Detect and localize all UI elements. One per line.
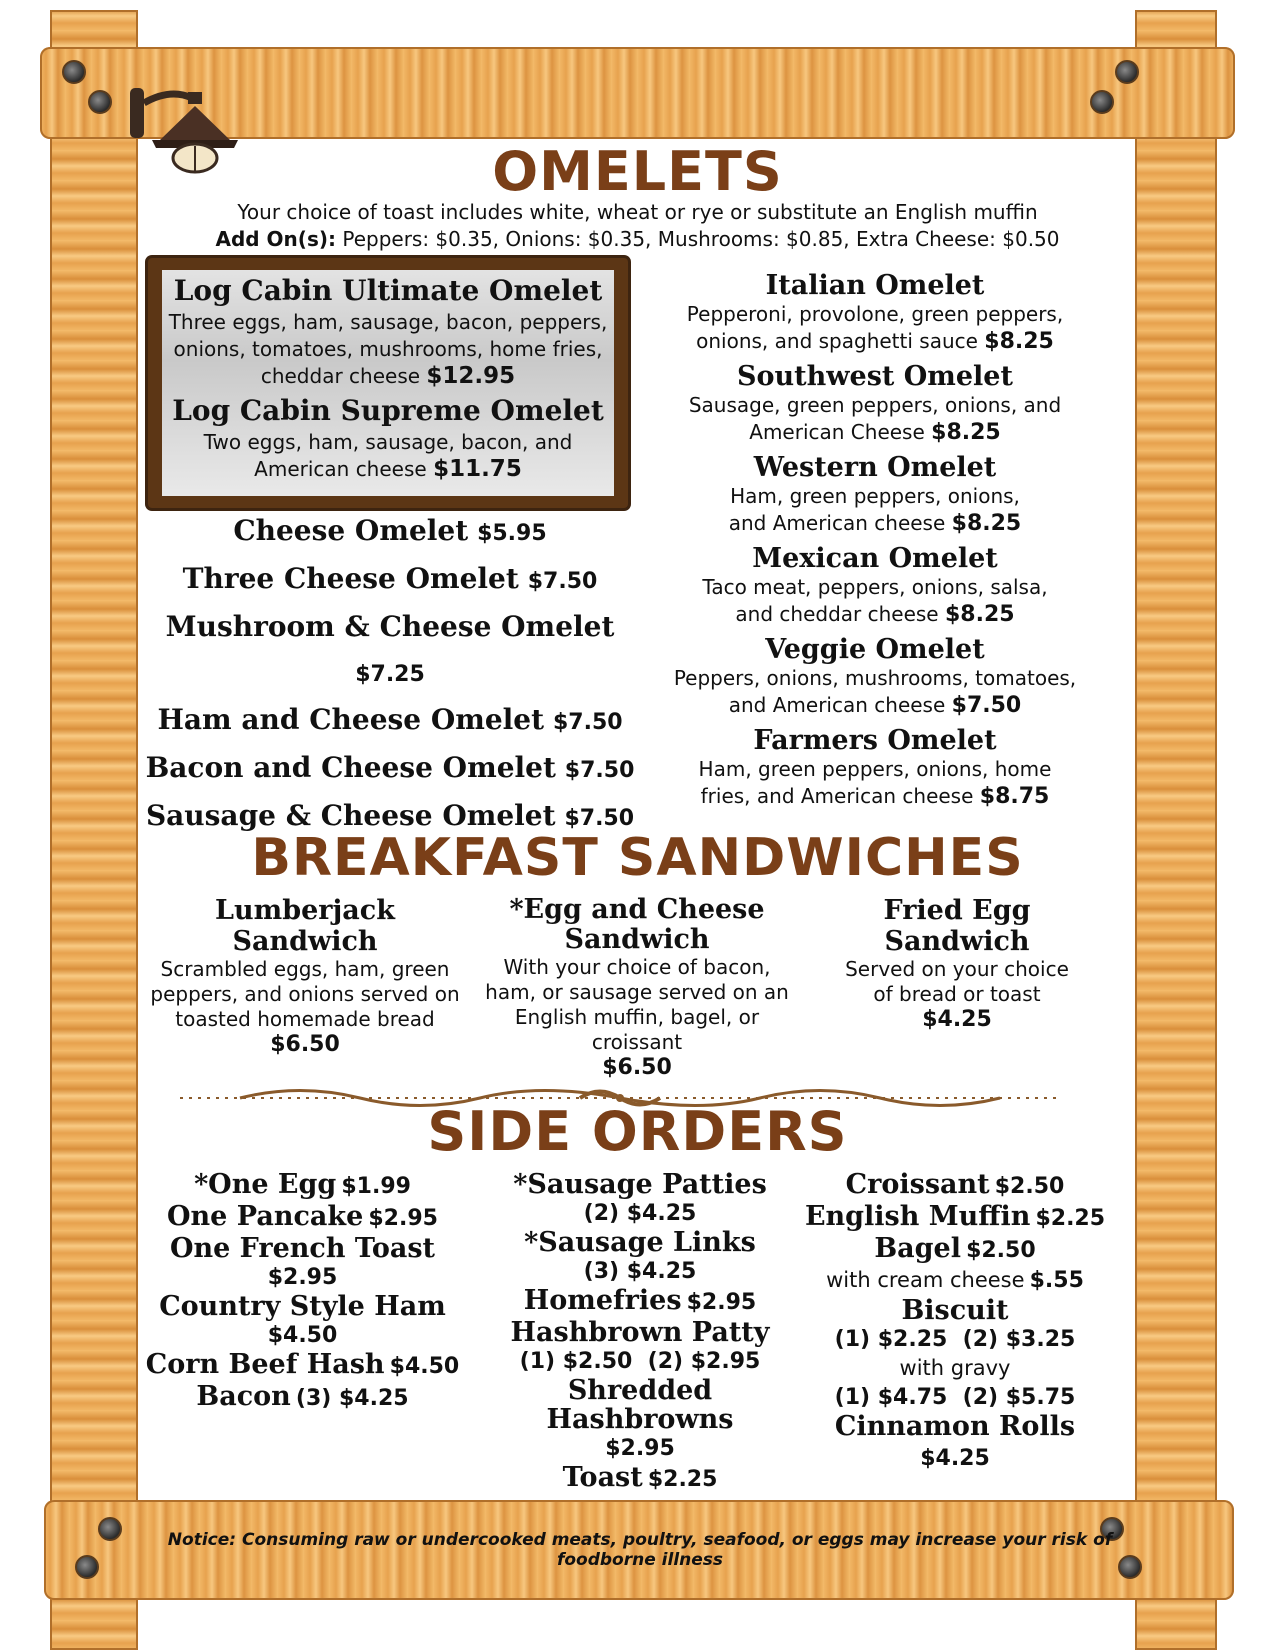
item-price: $4.50 — [267, 1323, 338, 1348]
sandwich-item — [145, 895, 465, 1057]
specialty-omelets-list — [655, 270, 1095, 816]
item-name: Shredded Hashbrowns — [546, 1375, 734, 1435]
item-price: (1) $2.25 (2) $3.25 — [834, 1327, 1076, 1352]
featured-omelet-name: Log Cabin Ultimate Omelet — [173, 274, 603, 307]
menu-item — [470, 1170, 810, 1228]
item-desc: Sausage, green peppers, onions, and American Cheese — [688, 393, 1062, 444]
bolt-icon — [1090, 90, 1114, 114]
item-price: (1) $2.50 (2) $2.95 — [519, 1349, 761, 1374]
item-name: Three Cheese Omelet — [182, 562, 519, 595]
item-name: Hashbrown Patty — [510, 1317, 770, 1348]
bolt-icon — [62, 60, 86, 84]
menu-item — [800, 1296, 1110, 1354]
sides-column-3 — [800, 1170, 1110, 1474]
sandwiches-title: BREAKFAST SANDWICHES — [251, 828, 1024, 888]
menu-item — [470, 1463, 810, 1495]
item-desc: Taco meat, peppers, onions, salsa, and cheddar cheese — [702, 575, 1048, 626]
menu-item — [145, 1170, 460, 1202]
sandwich-item — [812, 895, 1102, 1032]
featured-omelets-box — [148, 258, 628, 508]
item-name: One French Toast — [169, 1233, 436, 1264]
menu-item — [140, 745, 640, 793]
add-ons-label: Add On(s): — [215, 227, 336, 251]
item-price: $6.50 — [602, 1055, 672, 1080]
item-name: with gravy — [899, 1356, 1011, 1380]
menu-item — [655, 361, 1095, 446]
item-name: Italian Omelet — [765, 270, 985, 301]
item-name: Cinnamon Rolls — [834, 1411, 1076, 1442]
featured-omelet-price: $12.95 — [426, 363, 516, 389]
menu-item — [140, 556, 640, 604]
item-name: Bagel — [874, 1233, 961, 1264]
item-price: (1) $4.75 (2) $5.75 — [834, 1385, 1076, 1410]
item-price: $1.99 — [341, 1174, 411, 1199]
menu-item — [655, 543, 1095, 628]
item-price: $5.95 — [477, 521, 547, 546]
item-price: $2.50 — [994, 1174, 1065, 1199]
bolt-icon — [75, 1555, 99, 1579]
item-name: *Sausage Links — [524, 1227, 756, 1258]
item-price: $7.50 — [951, 693, 1022, 718]
item-name: One Pancake — [167, 1201, 364, 1232]
featured-omelet-price: $11.75 — [433, 456, 522, 482]
bolt-icon — [1115, 60, 1139, 84]
item-name: *One Egg — [194, 1169, 337, 1200]
bolt-icon — [88, 90, 112, 114]
item-name: Bacon — [196, 1381, 291, 1412]
item-name: Country Style Ham — [159, 1291, 446, 1322]
menu-item — [800, 1412, 1110, 1474]
item-name: Farmers Omelet — [753, 725, 997, 756]
item-price: $2.95 — [267, 1265, 338, 1290]
item-price: $7.50 — [527, 569, 598, 594]
item-price: (3) $4.25 — [583, 1259, 697, 1284]
menu-item — [800, 1170, 1110, 1202]
item-name: Veggie Omelet — [765, 634, 985, 665]
featured-omelet-desc-text: Three eggs, ham, sausage, bacon, peppers, onions, tomatoes, mushrooms, home fries, cheddar cheese — [168, 310, 608, 388]
menu-item — [655, 634, 1095, 719]
item-price: (3) $4.25 — [295, 1386, 409, 1411]
item-desc: Served on your choice of bread or toast — [845, 957, 1069, 1006]
item-name: Cheese Omelet — [233, 514, 469, 547]
menu-item — [800, 1234, 1110, 1266]
item-name: Biscuit — [901, 1295, 1009, 1326]
menu-item — [655, 725, 1095, 810]
toast-choice-note: Your choice of toast includes white, wheat or rye or substitute an English muffin — [237, 200, 1038, 224]
item-price: $2.25 — [647, 1467, 718, 1492]
item-price: $4.25 — [920, 1446, 990, 1471]
item-desc: Ham, green peppers, onions, and American cheese — [728, 484, 1020, 535]
item-price: $2.95 — [686, 1290, 757, 1315]
item-name: Toast — [562, 1462, 643, 1493]
menu-item — [470, 1228, 810, 1286]
menu-item — [140, 697, 640, 745]
featured-omelet-desc-text: Two eggs, ham, sausage, bacon, and American cheese — [203, 430, 573, 481]
sides-title: SIDE ORDERS — [427, 1100, 848, 1163]
bolt-icon — [98, 1517, 122, 1541]
simple-omelets-list — [140, 508, 640, 841]
item-desc: Scrambled eggs, ham, green peppers, and onions served on toasted homemade bread — [150, 957, 460, 1031]
item-price: $2.95 — [368, 1206, 438, 1231]
item-desc: Ham, green peppers, onions, home fries, and American cheese — [698, 757, 1052, 808]
item-name: with cream cheese — [826, 1268, 1025, 1292]
featured-omelet-desc — [162, 427, 614, 483]
item-desc: Peppers, onions, mushrooms, tomatoes, and American cheese — [673, 666, 1077, 717]
item-price: $7.25 — [355, 662, 425, 687]
food-safety-notice: Notice: Consuming raw or undercooked meats, poultry, seafood, or eggs may increase your risk of foodborne illness — [167, 1530, 1113, 1570]
item-price: $8.25 — [944, 602, 1015, 627]
menu-item — [800, 1266, 1110, 1296]
menu-item — [800, 1202, 1110, 1234]
featured-omelets-inner — [162, 270, 614, 496]
item-name: Southwest Omelet — [737, 361, 1013, 392]
item-name: Mushroom & Cheese Omelet — [165, 610, 615, 643]
item-price: $7.50 — [552, 710, 623, 735]
item-price: $2.95 — [605, 1436, 675, 1461]
featured-omelet-desc — [162, 307, 614, 390]
item-name: Fried Egg Sandwich — [883, 895, 1031, 957]
item-price: $8.25 — [984, 329, 1054, 354]
item-price: $2.25 — [1035, 1206, 1106, 1231]
item-price: $6.50 — [270, 1032, 340, 1057]
item-name: *Sausage Patties — [513, 1169, 767, 1200]
item-desc: Pepperoni, provolone, green peppers, onions, and spaghetti sauce — [686, 302, 1064, 353]
menu-item — [145, 1292, 460, 1350]
item-price: $.55 — [1029, 1268, 1084, 1293]
item-price: $4.25 — [922, 1007, 992, 1032]
item-name: Lumberjack Sandwich — [215, 895, 395, 957]
menu-item — [655, 452, 1095, 537]
menu-item — [655, 270, 1095, 355]
item-price: $8.25 — [951, 511, 1022, 536]
sides-column-2 — [470, 1170, 810, 1495]
item-name: English Muffin — [804, 1201, 1031, 1232]
item-name: Croissant — [845, 1169, 990, 1200]
sides-column-1 — [145, 1170, 460, 1414]
menu-item — [140, 508, 640, 556]
menu-item — [145, 1350, 460, 1382]
item-name: Homefries — [523, 1285, 682, 1316]
item-name: *Egg and Cheese Sandwich — [509, 894, 765, 955]
item-price: $8.75 — [979, 784, 1050, 809]
menu-item — [140, 604, 640, 697]
add-ons-line — [0, 227, 1275, 251]
featured-omelet-2 — [162, 390, 614, 483]
menu-item — [145, 1234, 460, 1292]
sandwich-item — [478, 895, 796, 1080]
menu-item — [470, 1318, 810, 1376]
item-name: Sausage & Cheese Omelet — [145, 799, 556, 832]
omelets-title: OMELETS — [492, 140, 783, 203]
add-ons-text: Peppers: $0.35, Onions: $0.35, Mushrooms: $0.85, Extra Cheese: $0.50 — [342, 227, 1060, 251]
item-price: $4.50 — [389, 1354, 460, 1379]
item-desc: With your choice of bacon, ham, or sausage served on an English muffin, bagel, or croissant — [485, 955, 789, 1054]
menu-item — [800, 1354, 1110, 1412]
featured-omelet-1 — [162, 270, 614, 390]
menu-item — [145, 1382, 460, 1414]
menu-item — [470, 1376, 810, 1463]
item-name: Corn Beef Hash — [145, 1349, 385, 1380]
item-name: Bacon and Cheese Omelet — [145, 751, 556, 784]
menu-item — [470, 1286, 810, 1318]
item-price: (2) $4.25 — [583, 1201, 697, 1226]
item-name: Western Omelet — [753, 452, 997, 483]
menu-item — [145, 1202, 460, 1234]
item-price: $2.50 — [966, 1238, 1036, 1263]
item-price: $7.50 — [564, 758, 635, 783]
item-price: $7.50 — [564, 806, 635, 831]
featured-omelet-name: Log Cabin Supreme Omelet — [172, 394, 604, 427]
item-name: Ham and Cheese Omelet — [157, 703, 545, 736]
item-name: Mexican Omelet — [752, 543, 998, 574]
item-price: $8.25 — [931, 420, 1001, 445]
